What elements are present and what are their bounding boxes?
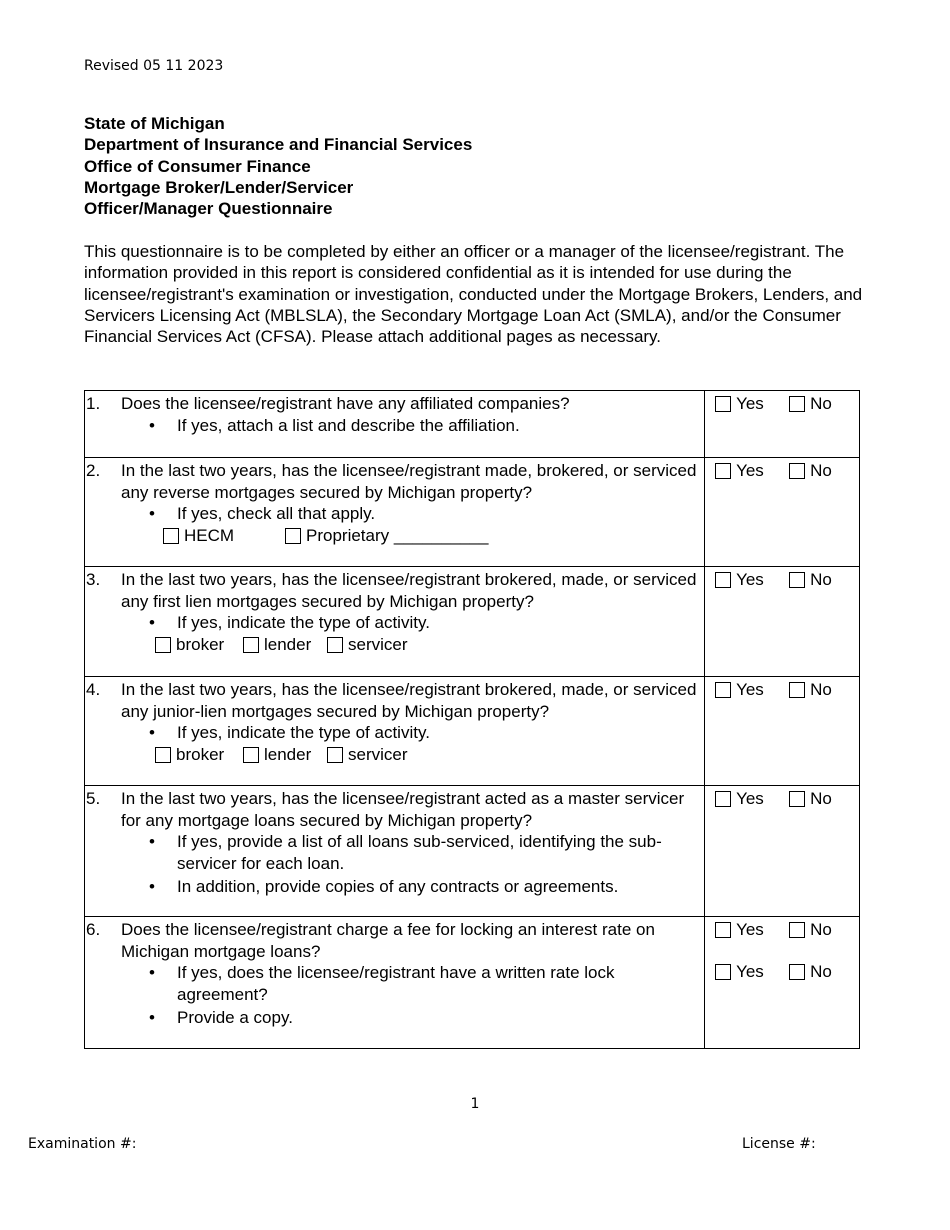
question-number: 6. bbox=[86, 920, 101, 939]
q6b-no-checkbox[interactable] bbox=[789, 964, 805, 980]
q1-yes-checkbox[interactable] bbox=[715, 396, 731, 412]
question-number: 4. bbox=[86, 680, 101, 699]
license-number-label: License #: bbox=[742, 1136, 816, 1152]
no-label: No bbox=[810, 962, 832, 981]
q4-lender-checkbox[interactable] bbox=[243, 747, 259, 763]
question-bullet: • If yes, indicate the type of activity. bbox=[177, 722, 704, 744]
heading-department: Department of Insurance and Financial Services bbox=[84, 135, 473, 155]
revision-date: Revised 05 11 2023 bbox=[84, 58, 224, 74]
q1-no-checkbox[interactable] bbox=[789, 396, 805, 412]
question-number: 5. bbox=[86, 789, 101, 808]
question-bullet: • If yes, check all that apply. bbox=[177, 503, 704, 525]
q4-yes-checkbox[interactable] bbox=[715, 682, 731, 698]
no-label: No bbox=[810, 680, 832, 699]
q2-yes-checkbox[interactable] bbox=[715, 463, 731, 479]
q4-no-checkbox[interactable] bbox=[789, 682, 805, 698]
q3-servicer-checkbox[interactable] bbox=[327, 637, 343, 653]
heading-office: Office of Consumer Finance bbox=[84, 156, 311, 176]
heading-category: Mortgage Broker/Lender/Servicer bbox=[84, 177, 354, 197]
question-row bbox=[85, 567, 860, 677]
yes-label: Yes bbox=[736, 394, 764, 413]
heading-form-title: Officer/Manager Questionnaire bbox=[84, 199, 333, 219]
page-number: 1 bbox=[470, 1096, 480, 1112]
option-label: lender bbox=[264, 744, 312, 764]
q5-no-checkbox[interactable] bbox=[789, 791, 805, 807]
question-row bbox=[85, 677, 860, 786]
q2-no-checkbox[interactable] bbox=[789, 463, 805, 479]
heading-state: State of Michigan bbox=[84, 114, 225, 133]
question-row bbox=[85, 391, 860, 458]
q3-lender-checkbox[interactable] bbox=[243, 637, 259, 653]
q4-broker-checkbox[interactable] bbox=[155, 747, 171, 763]
question-text: Does the licensee/registrant have any affiliated companies? bbox=[121, 394, 570, 413]
yes-label: Yes bbox=[736, 570, 764, 589]
q6-no-checkbox[interactable] bbox=[789, 922, 805, 938]
no-label: No bbox=[810, 920, 832, 939]
question-text: In the last two years, has the licensee/registrant made, brokered, or serviced any reverse mortgages secured by Michigan property? bbox=[121, 461, 697, 502]
q3-no-checkbox[interactable] bbox=[789, 572, 805, 588]
question-text: In the last two years, has the licensee/registrant acted as a master servicer for any mortgage loans secured by Michigan property? bbox=[121, 789, 685, 830]
question-bullet: • In addition, provide copies of any contracts or agreements. bbox=[177, 876, 704, 898]
yes-label: Yes bbox=[736, 962, 764, 981]
q3-yes-checkbox[interactable] bbox=[715, 572, 731, 588]
no-label: No bbox=[810, 570, 832, 589]
document-heading bbox=[84, 113, 472, 219]
no-label: No bbox=[810, 789, 832, 808]
question-row bbox=[85, 458, 860, 567]
option-label: servicer bbox=[348, 634, 408, 654]
question-text: In the last two years, has the licensee/registrant brokered, made, or serviced any junior-lien mortgages secured by Michigan property? bbox=[121, 680, 697, 721]
question-number: 2. bbox=[86, 461, 101, 480]
option-label: lender bbox=[264, 634, 312, 654]
question-number: 1. bbox=[86, 394, 101, 413]
question-bullet: • If yes, provide a list of all loans sub-serviced, identifying the sub-servicer for each loan. bbox=[177, 831, 704, 876]
question-bullet: • Provide a copy. bbox=[177, 1007, 704, 1029]
q2-proprietary-checkbox[interactable] bbox=[285, 528, 301, 544]
question-row bbox=[85, 786, 860, 917]
q4-servicer-checkbox[interactable] bbox=[327, 747, 343, 763]
q2-hecm-checkbox[interactable] bbox=[163, 528, 179, 544]
yes-label: Yes bbox=[736, 920, 764, 939]
questionnaire-table bbox=[84, 390, 860, 1049]
examination-number-label: Examination #: bbox=[28, 1136, 137, 1152]
question-text: Does the licensee/registrant charge a fee for locking an interest rate on Michigan mortgage loans? bbox=[121, 920, 655, 961]
question-text: In the last two years, has the licensee/registrant brokered, made, or serviced any first lien mortgages secured by Michigan property? bbox=[121, 570, 697, 611]
yes-label: Yes bbox=[736, 680, 764, 699]
question-bullet: • If yes, indicate the type of activity. bbox=[177, 612, 704, 634]
q5-yes-checkbox[interactable] bbox=[715, 791, 731, 807]
q6b-yes-checkbox[interactable] bbox=[715, 964, 731, 980]
yes-label: Yes bbox=[736, 789, 764, 808]
question-row bbox=[85, 917, 860, 1049]
yes-label: Yes bbox=[736, 461, 764, 480]
option-label: Proprietary __________ bbox=[306, 525, 489, 545]
option-label: servicer bbox=[348, 744, 408, 764]
option-label: broker bbox=[176, 744, 225, 764]
option-label: HECM bbox=[184, 525, 235, 545]
no-label: No bbox=[810, 461, 832, 480]
question-number: 3. bbox=[86, 570, 101, 589]
q6-yes-checkbox[interactable] bbox=[715, 922, 731, 938]
question-bullet: • If yes, attach a list and describe the affiliation. bbox=[177, 415, 704, 437]
no-label: No bbox=[810, 394, 832, 413]
q3-broker-checkbox[interactable] bbox=[155, 637, 171, 653]
option-label: broker bbox=[176, 634, 225, 654]
intro-paragraph: This questionnaire is to be completed by either an officer or a manager of the licensee/registrant. The information provided in this report is considered confidential as it is intended for use during the licensee/registrant's examination or investigation, conducted under the Mortgage Brokers, Lenders, and Servicers Licensing Act (MBLSLA), the Secondary Mortgage Loan Act (SMLA), and/or the Consumer Financial Services Act (CFSA). Please attach additional pages as necessary. bbox=[84, 242, 863, 347]
question-bullet: • If yes, does the licensee/registrant have a written rate lock agreement? bbox=[177, 962, 704, 1007]
